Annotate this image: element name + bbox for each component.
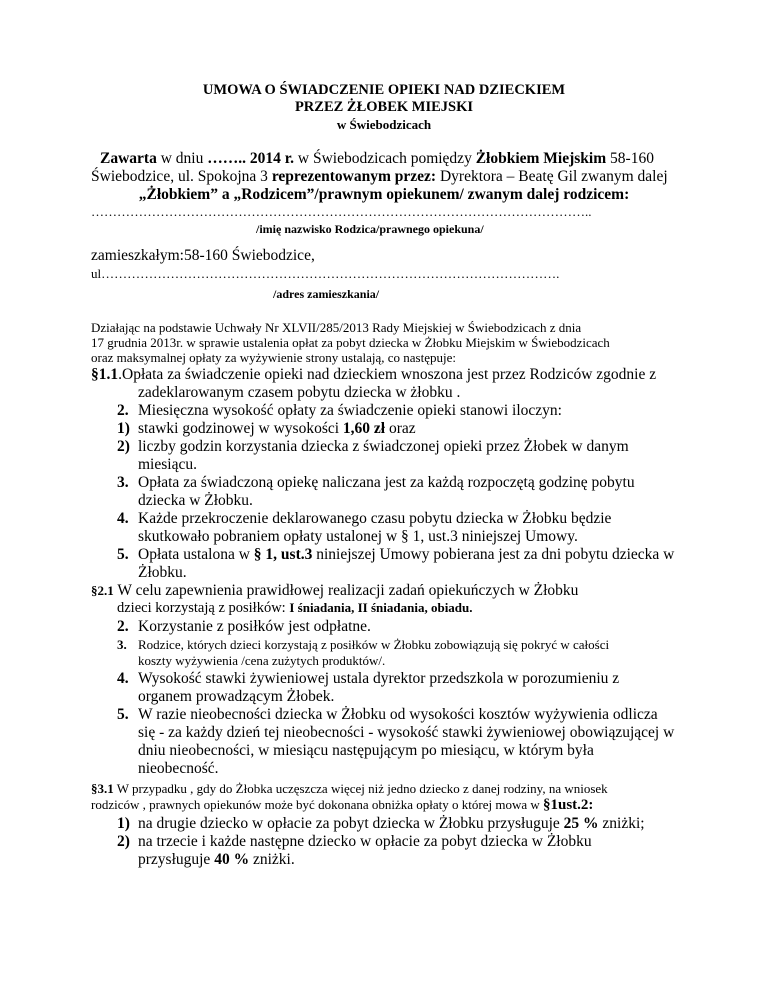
section3-item2-cont <box>138 851 295 869</box>
item-number: 3. <box>117 637 127 652</box>
section1-head-line <box>91 366 656 384</box>
discount-25: 25 % <box>563 815 599 832</box>
fill-dots-parent: …………………………………………………………………………………………………….. <box>91 204 592 219</box>
section3-text: W przypadku , gdy do Żłobka uczęszcza więcej niż jedno dziecko z danej rodziny, na wniosek <box>113 781 608 796</box>
section3-line2 <box>91 797 593 814</box>
address-label: /adres zamieszkania/ <box>273 287 380 301</box>
item-number: 1) <box>117 815 130 832</box>
section1-item2-sub2-cont: miesiącu. <box>138 456 197 473</box>
item-text: W razie nieobecności dziecka w Żłobku od wysokości kosztów wyżywienia odlicza <box>138 706 658 723</box>
item-text: niniejszej Umowy pobierana jest za dni pobytu dziecka w <box>312 546 675 563</box>
item-number: 2. <box>117 618 129 635</box>
item-number: 4. <box>117 510 129 527</box>
intro-represented: reprezentowanym przez: <box>271 168 437 185</box>
intro-date: …….. 2014 r. <box>207 150 295 167</box>
section1-item2-sub2 <box>117 438 629 456</box>
section3-number: §3.1 <box>91 781 114 796</box>
section1-item3 <box>117 474 635 492</box>
preamble-line2: 17 grudnia 2013r. w sprawie ustalenia opłat za pobyt dziecka w Żłobku Miejskim w Świebodzicach <box>91 335 610 350</box>
section2-item5 <box>117 706 658 724</box>
section1-item3-cont: dziecka w Żłobku. <box>138 492 253 509</box>
section1-number: §1.1 <box>91 366 119 383</box>
item-text: Wysokość stawki żywieniowej ustala dyrektor przedszkola w porozumieniu z <box>138 670 620 687</box>
section1-item2 <box>117 402 562 420</box>
item-text: zniżki. <box>249 851 295 868</box>
section2-item5-cont1: się - za każdy dzień tej nieobecności - wysokość stawki żywieniowej obowiązującej w <box>138 724 675 741</box>
section-ref: § 1, ust.3 <box>253 546 313 563</box>
section2-text: W celu zapewnienia prawidłowej realizacji zadań opiekuńczych w Żłobku <box>113 582 579 599</box>
section3-item1 <box>117 815 645 833</box>
meal-list: I śniadania, II śniadania, obiadu. <box>289 600 473 615</box>
item-text: Opłata za świadczoną opiekę naliczana jest za każdą rozpoczętą godzinę pobytu <box>138 474 635 491</box>
item-text: Rodzice, których dzieci korzystają z posiłków w Żłobku zobowiązują się pokryć w całości <box>138 637 610 652</box>
section3-head-line <box>91 781 608 797</box>
section1-item4-cont: skutkowało pobraniem opłaty ustalonej w § 1, ust.3 niniejszej Umowy. <box>138 528 578 545</box>
section2-item4 <box>117 670 619 688</box>
item-number: 1) <box>117 420 130 437</box>
item-text: przysługuje <box>138 851 215 868</box>
item-number: 2. <box>117 402 129 419</box>
section2-number: §2.1 <box>91 583 114 598</box>
item-number: 4. <box>117 670 129 687</box>
item-number: 3. <box>117 474 129 491</box>
section1-text-cont: zadeklarowanym czasem pobytu dziecka w żłobku . <box>138 384 461 401</box>
section2-item4-cont: organem prowadzącym Żłobek. <box>138 688 335 705</box>
intro-text: w dniu <box>156 150 208 167</box>
intro-text: Świebodzice, ul. Spokojna 3 <box>91 168 272 185</box>
item-text: Opłata ustalona w <box>138 546 254 563</box>
preamble-line3: oraz maksymalnej opłaty za wyżywienie strony ustalają, co następuje: <box>91 350 456 365</box>
section1-item5 <box>117 546 674 564</box>
section2-head-line <box>91 582 578 600</box>
doc-title-line3: w Świebodzicach <box>336 117 432 132</box>
section2-item3-cont: koszty wyżywienia /cena zużytych produktów/. <box>138 653 386 668</box>
item-text: oraz <box>385 420 416 437</box>
preamble-line1: Działając na podstawie Uchwały Nr XLVII/285/2013 Rady Miejskiej w Świebodzicach z dnia <box>91 320 582 335</box>
intro-line3: „Żłobkiem” a „Rodzicem”/prawnym opiekunem/ zwanym dalej rodzicem: <box>138 186 630 203</box>
intro-text: w Świebodzicach pomiędzy <box>294 150 476 167</box>
section1-item2-sub1 <box>117 420 416 438</box>
intro-zawarta: Zawarta <box>100 150 157 167</box>
item-text: stawki godzinowej w wysokości <box>138 420 343 437</box>
section1-item5-cont: Żłobku. <box>138 564 187 581</box>
section2-meals-line <box>117 600 473 617</box>
item-text: zniżki; <box>598 815 645 832</box>
intro-line1 <box>100 150 654 168</box>
item-text: Każde przekroczenie deklarowanego czasu pobytu dziecka w Żłobku będzie <box>138 510 612 527</box>
item-text: Korzystanie z posiłków jest odpłatne. <box>138 618 371 635</box>
intro-zlobek-name: Żłobkiem Miejskim <box>475 150 607 167</box>
parent-name-label: /imię nazwisko Rodzica/prawnego opiekuna/ <box>256 222 484 236</box>
doc-title-line2: PRZEZ ŻŁOBEK MIEJSKI <box>294 99 474 115</box>
item-number: 5. <box>117 706 129 723</box>
item-text: Miesięczna wysokość opłaty za świadczenie opieki stanowi iloczyn: <box>138 402 562 419</box>
item-text: na trzecie i każde następne dziecko w opłacie za pobyt dziecka w Żłobku <box>138 833 592 850</box>
discount-40: 40 % <box>214 851 250 868</box>
section3-text: rodziców , prawnych opiekunów może być dokonana obniżka opłaty o której mowa w <box>91 797 543 812</box>
doc-title-line1: UMOWA O ŚWIADCZENIE OPIEKI NAD DZIECKIEM <box>202 82 566 98</box>
hourly-rate: 1,60 zł <box>342 420 386 437</box>
section-ref: §1ust.2: <box>543 797 594 813</box>
section1-item4 <box>117 510 611 528</box>
section2-item3 <box>117 637 609 653</box>
intro-text: 58-160 <box>606 150 654 167</box>
section2-item2 <box>117 618 371 636</box>
section2-item5-cont2: dniu nieobecności, w miesiącu następującym po miesiącu, w którym była <box>138 742 594 759</box>
section1-text: .Opłata za świadczenie opieki nad dzieckiem wnoszona jest przez Rodziców zgodnie z <box>118 366 657 383</box>
section2-text: dzieci korzystają z posiłków: <box>117 600 290 616</box>
intro-text: Dyrektora – Beatę Gil zwanym dalej <box>436 168 668 185</box>
section2-item5-cont3: nieobecność. <box>138 760 219 777</box>
address-dots: ul……………………………………………………………………………………………. <box>91 266 560 281</box>
item-number: 5. <box>117 546 129 563</box>
item-text: na drugie dziecko w opłacie za pobyt dziecka w Żłobku przysługuje <box>138 815 564 832</box>
item-number: 2) <box>117 833 130 850</box>
address-line1: zamieszkałym:58-160 Świebodzice, <box>91 247 315 264</box>
item-number: 2) <box>117 438 130 455</box>
section3-item2 <box>117 833 592 851</box>
item-text: liczby godzin korzystania dziecka z świadczonej opieki przez Żłobek w danym <box>138 438 629 455</box>
intro-line2 <box>91 168 668 186</box>
